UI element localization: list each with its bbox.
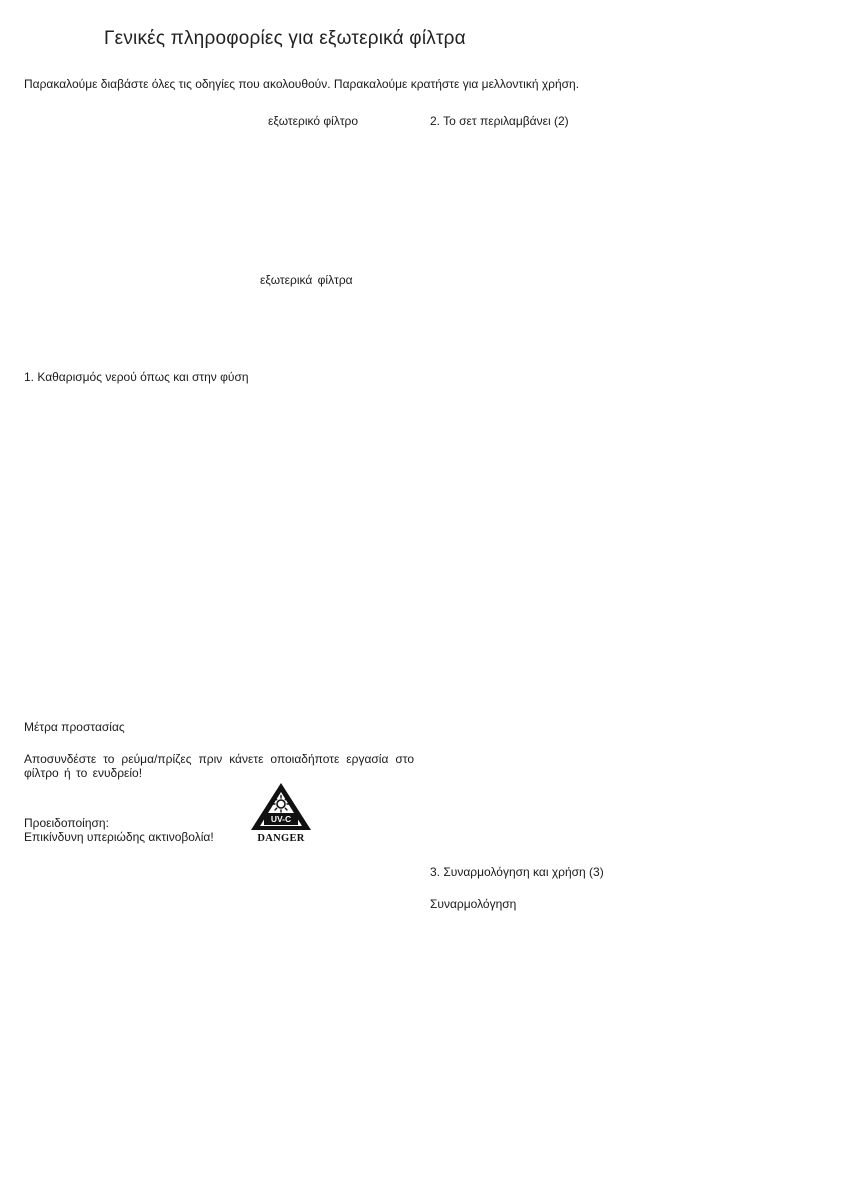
set-includes-heading: 2. Το σετ περιλαμβάνει (2) (430, 114, 569, 128)
section3-heading: 3. Συναρμολόγηση και χρήση (3) (430, 865, 604, 879)
danger-caption: DANGER (257, 833, 305, 844)
intro-instructions: Παρακαλούμε διαβάστε όλες τις οδηγίες που ακολουθούν. Παρακαλούμε κρατήστε για μελλοντική χρήση. (24, 77, 580, 91)
uv-danger-sign (248, 780, 314, 848)
external-filters-label: εξωτερικά φίλτρα (260, 273, 353, 287)
uv-warning-block (24, 816, 264, 844)
warning-label: Προειδοποίηση: (24, 816, 109, 830)
external-filter-label: εξωτερικό φίλτρο (268, 114, 359, 128)
page-title: Γενικές πληροφορίες για εξωτερικά φίλτρα (104, 28, 466, 49)
assembly-heading: Συναρμολόγηση (430, 897, 517, 911)
section1-heading: 1. Καθαρισμός νερού όπως και στην φύση (24, 370, 249, 384)
warning-text: Επικίνδυνη υπεριώδης ακτινοβολία! (24, 830, 214, 844)
protection-heading: Μέτρα προστασίας (24, 720, 125, 734)
uv-radiation-warning-icon (248, 780, 314, 832)
disconnect-warning-text: Αποσυνδέστε το ρεύμα/πρίζες πριν κάνετε οποιαδήποτε εργασία στο φίλτρο ή το ενυδρείο! (24, 752, 414, 780)
uv-c-badge: UV-C (270, 814, 292, 824)
